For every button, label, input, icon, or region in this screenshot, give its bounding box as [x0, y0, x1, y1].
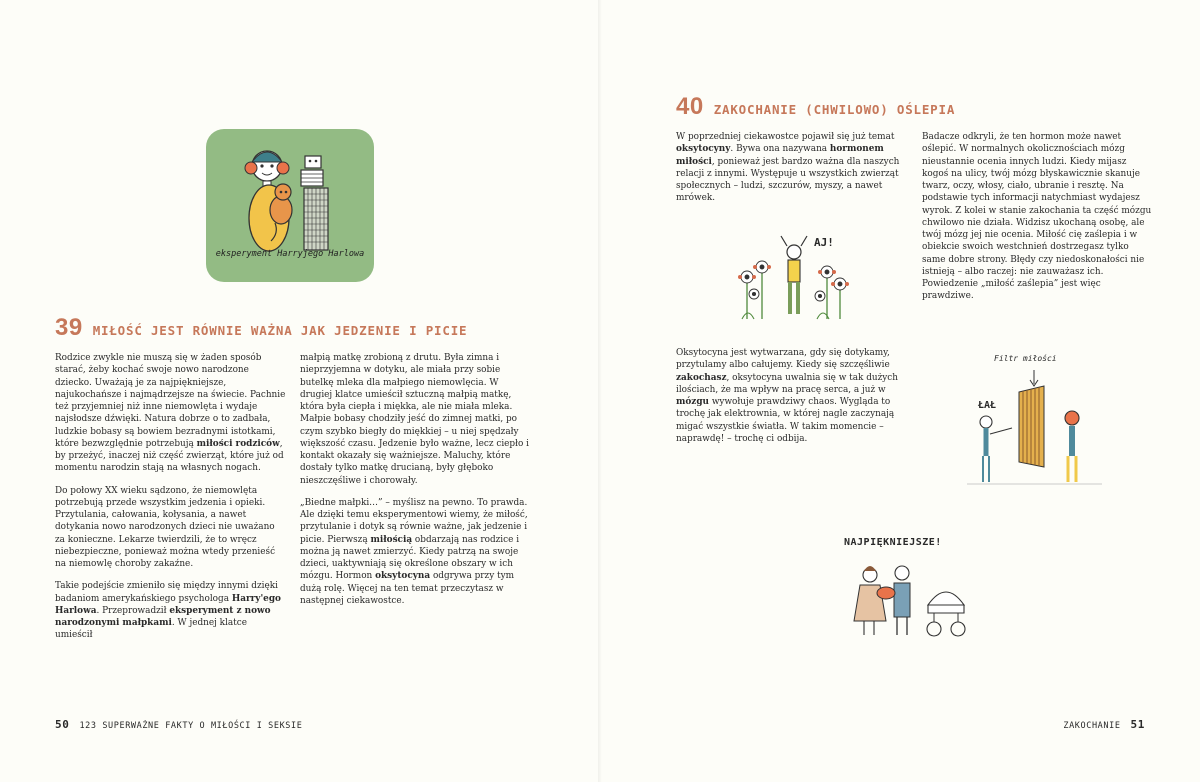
- paragraph: Oksytocyna jest wytwarzana, gdy się dotykamy, przytulamy albo całujemy. Kiedy się szczęśliwie zakochasz, oksytocyna uwalnia się w tak dużych ilościach, że ma wpływ na pracę serca, a już w mózgu wywołuje prawdziwy chaos. Wygląda to trochę jak elektrownia, w której nagle zaczynają migać wszystkie światła. W takim momencie – naprawdę! – trochę ci odbija.: [676, 348, 898, 444]
- paragraph: Badacze odkryli, że ten hormon może nawet oślepić. W normalnych okolicznościach mózg nieustannie ocenia innych ludzi. Kiedy mijasz kogoś na ulicy, twój mózg błyskawicznie skanuje twarz, oczy, włosy, ciało, ubranie i resztę. Na podstawie tych informacji natychmiast wydajesz wyrok. Z kolei w stanie zakochania ta część mózgu chwilowo nie działa. Widzisz ukochaną osobę, ale twój mózg jej nie ocenia. Miłość cię zaślepia i w obiekcie swoich westchnień dostrzegasz tylko same dobre strony. Błędy czy niedoskonałości nie istnieją – albo raczej: nie zauważasz ich. Powiedzenie „miłość zaślepia” jest więc prawdziwe.: [922, 132, 1152, 302]
- section-39-column-1: [55, 352, 287, 652]
- section-title: ZAKOCHANIE (CHWILOWO) OŚLEPIA: [713, 102, 956, 117]
- paragraph: „Biedne małpki…” – myślisz na pewno. To prawda. Ale dzięki temu eksperymentowi wiemy, że miłość, przytulanie i dotyk są równie ważne, jak jedzenie i picie. Pierwszą miłością obdarzają nas rodzice i można ją nawet zmierzyć. Kiedy patrzą na swoje dzieci, uaktywniają się określone obszary w ich mózgu. Hormon oksytocyna odgrywa przy tym dużą rolę. Więcej na ten temat przeczytasz w następnej ciekawostce.: [300, 497, 528, 606]
- page-number: 50: [55, 718, 70, 731]
- section-40-heading: [676, 93, 955, 121]
- monkey-illustration-icon: [205, 128, 375, 283]
- right-footer: [1063, 718, 1145, 731]
- aj-exclamation: AJ!: [814, 236, 834, 249]
- paragraph: Rodzice zwykle nie muszą się w żaden sposób starać, żeby kochać swoje nowo narodzone dziecko. Uważają je za najpiękniejsze, najukochańsze i najmądrzejsze na świecie. Pachnie też przyjemniej niż inne niemowlęta i wydaje najsłodsze dźwięki. Natura dobrze o to zadbała, ludzkie bobasy są bowiem bezradnymi istotkami, które bezwzględnie potrzebują miłości rodziców, by przeżyć, inaczej niż część zwierząt, które już od momentu narodzin stają na własnych nogach.: [55, 353, 286, 474]
- section-40-column-1-bottom: [676, 347, 906, 455]
- paragraph: małpią matkę zrobioną z drutu. Była zimna i nieprzyjemna w dotyku, ale miała przy sobie butelkę mleka dla małpiego niemowlęcia. W drugiej klatce umieścił sztuczną małpią matkę, która była ciepła i miękka, ale nie miała mleka. Małpie bobasy chodziły jeść do zimnej matki, po czym szybko biegły do miękkiej – u niej spędzały większość czasu. Jedzenie było ważne, lecz ciepło i kontakt okazały się ważniejsze. Maluchy, które dostały tylko matkę drucianą, były głęboko nieszczęśliwe i chorowały.: [300, 353, 529, 486]
- person-among-flowers-icon: [732, 224, 852, 329]
- love-filter-illustration: [964, 352, 1104, 492]
- najpiekniejsze-exclamation: NAJPIĘKNIEJSZE!: [844, 537, 942, 548]
- paragraph: W poprzedniej ciekawostce pojawił się już temat oksytocyny. Bywa ona nazywana hormonem miłości, ponieważ jest bardzo ważna dla naszych relacji z innymi. Występuje u wszystkich zwierząt społecznych – ludzi, szczurów, myszy, a nawet mrówek.: [676, 132, 900, 204]
- section-number: 40: [676, 93, 704, 120]
- illustration-caption: eksperyment Harryjego Harlowa: [215, 249, 365, 259]
- section-title: MIŁOŚĆ JEST RÓWNIE WAŻNA JAK JEDZENIE I PICIE: [92, 323, 468, 338]
- filter-label: Filtr miłości: [994, 354, 1057, 363]
- book-title: 123 SUPERWAŻNE FAKTY O MIŁOŚCI I SEKSIE: [79, 721, 303, 731]
- harlow-experiment-illustration: [205, 128, 375, 283]
- section-number: 39: [55, 314, 83, 341]
- right-page: [600, 0, 1200, 782]
- paragraph: Do połowy XX wieku sądzono, że niemowlęta potrzebują przede wszystkim jedzenia i opieki. Przytulania, całowania, kołysania, a nawet dotykania nowo narodzonych dzieci nie uważano za konieczne. Lekarze twierdzili, że to wręcz niebezpieczne, ponieważ można wtedy przenieść na niemowlę choroby zakaźne.: [55, 485, 276, 569]
- family-illustration: [836, 533, 976, 643]
- love-filter-icon: [964, 352, 1104, 492]
- section-39-column-2: [300, 352, 532, 617]
- flowers-eyes-illustration: [732, 224, 852, 329]
- section-40-column-2: [922, 131, 1152, 313]
- section-39-heading: [55, 314, 467, 342]
- section-40-column-1-top: [676, 131, 904, 215]
- section-name: ZAKOCHANIE: [1063, 721, 1121, 731]
- wow-exclamation: ŁAŁ: [978, 400, 997, 411]
- paragraph: Takie podejście zmieniło się między innymi dzięki badaniom amerykańskiego psychologa Harry'ego Harlowa. Przeprowadził eksperyment z nowo narodzonymi małpkami. W jednej klatce umieścił: [55, 581, 281, 641]
- left-footer: [55, 718, 302, 731]
- parents-with-baby-icon: [836, 533, 976, 643]
- page-number: 51: [1130, 718, 1145, 731]
